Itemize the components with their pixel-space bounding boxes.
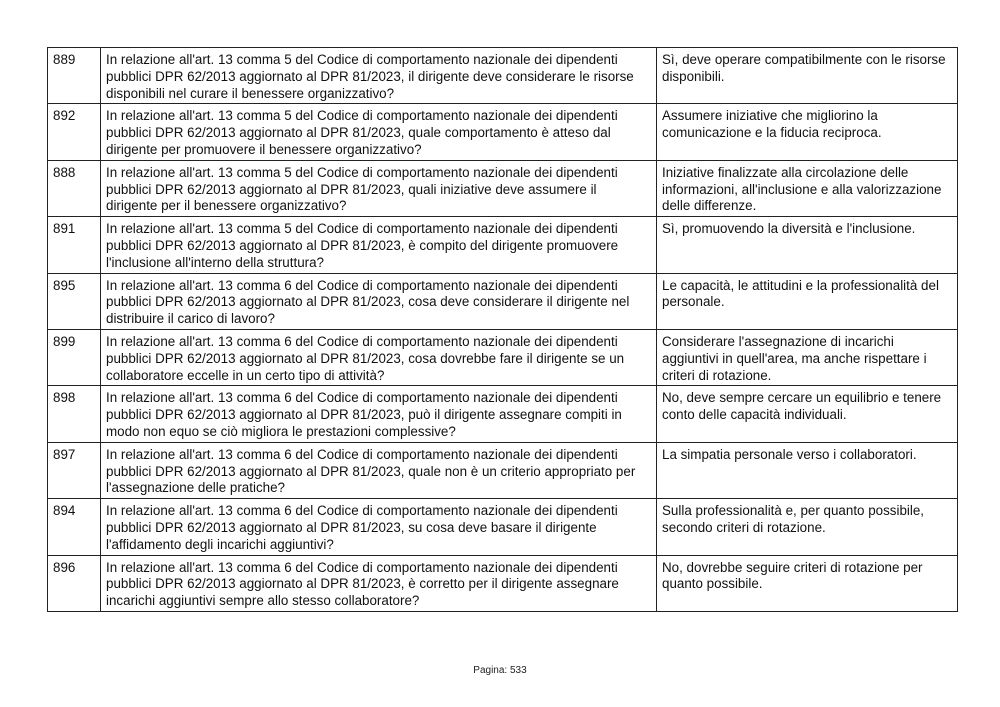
question-text: In relazione all'art. 13 comma 5 del Codice di comportamento nazionale dei dipendenti pubblici DPR 62/2013 aggiornato al DPR 81/2023, è compito del dirigente promuovere l'inclusione all'interno della struttura? [101,217,657,273]
question-id: 895 [48,273,101,329]
table-row [48,104,958,160]
question-id: 898 [48,386,101,442]
question-id: 894 [48,499,101,555]
answer-text: Iniziative finalizzate alla circolazione delle informazioni, all'inclusione e alla valorizzazione delle differenze. [657,160,958,216]
table-row [48,329,958,385]
table-row [48,386,958,442]
answer-text: Sulla professionalità e, per quanto possibile, secondo criteri di rotazione. [657,499,958,555]
question-id: 892 [48,104,101,160]
question-text: In relazione all'art. 13 comma 5 del Codice di comportamento nazionale dei dipendenti pubblici DPR 62/2013 aggiornato al DPR 81/2023, quali iniziative deve assumere il dirigente per il benessere organizzativo? [101,160,657,216]
question-text: In relazione all'art. 13 comma 5 del Codice di comportamento nazionale dei dipendenti pubblici DPR 62/2013 aggiornato al DPR 81/2023, quale comportamento è atteso dal dirigente per promuovere il benessere organizzativo? [101,104,657,160]
question-id: 899 [48,329,101,385]
question-id: 888 [48,160,101,216]
table-row [48,48,958,104]
question-text: In relazione all'art. 13 comma 6 del Codice di comportamento nazionale dei dipendenti pubblici DPR 62/2013 aggiornato al DPR 81/2023, su cosa deve basare il dirigente l'affidamento degli incarichi aggiuntivi? [101,499,657,555]
answer-text: Le capacità, le attitudini e la professionalità del personale. [657,273,958,329]
qa-table [47,47,958,612]
question-text: In relazione all'art. 13 comma 6 del Codice di comportamento nazionale dei dipendenti pubblici DPR 62/2013 aggiornato al DPR 81/2023, cosa dovrebbe fare il dirigente se un collaboratore eccelle in un certo tipo di attività? [101,329,657,385]
answer-text: No, dovrebbe seguire criteri di rotazione per quanto possibile. [657,555,958,611]
table-row [48,442,958,498]
question-id: 891 [48,217,101,273]
question-id: 896 [48,555,101,611]
table-row [48,499,958,555]
answer-text: Assumere iniziative che migliorino la comunicazione e la fiducia reciproca. [657,104,958,160]
table-row [48,217,958,273]
answer-text: No, deve sempre cercare un equilibrio e tenere conto delle capacità individuali. [657,386,958,442]
answer-text: Considerare l'assegnazione di incarichi aggiuntivi in quell'area, ma anche rispettare i criteri di rotazione. [657,329,958,385]
table-row [48,273,958,329]
answer-text: Sì, promuovendo la diversità e l'inclusione. [657,217,958,273]
question-text: In relazione all'art. 13 comma 6 del Codice di comportamento nazionale dei dipendenti pubblici DPR 62/2013 aggiornato al DPR 81/2023, può il dirigente assegnare compiti in modo non equo se ciò migliora le prestazioni complessive? [101,386,657,442]
question-text: In relazione all'art. 13 comma 6 del Codice di comportamento nazionale dei dipendenti pubblici DPR 62/2013 aggiornato al DPR 81/2023, quale non è un criterio appropriato per l'assegnazione delle pratiche? [101,442,657,498]
question-text: In relazione all'art. 13 comma 6 del Codice di comportamento nazionale dei dipendenti pubblici DPR 62/2013 aggiornato al DPR 81/2023, cosa deve considerare il dirigente nel distribuire il carico di lavoro? [101,273,657,329]
question-text: In relazione all'art. 13 comma 5 del Codice di comportamento nazionale dei dipendenti pubblici DPR 62/2013 aggiornato al DPR 81/2023, il dirigente deve considerare le risorse disponibili nel curare il benessere organizzativo? [101,48,657,104]
question-id: 889 [48,48,101,104]
question-id: 897 [48,442,101,498]
answer-text: Sì, deve operare compatibilmente con le risorse disponibili. [657,48,958,104]
answer-text: La simpatia personale verso i collaboratori. [657,442,958,498]
qa-table-body [48,48,958,612]
table-row [48,555,958,611]
table-row [48,160,958,216]
question-text: In relazione all'art. 13 comma 6 del Codice di comportamento nazionale dei dipendenti pubblici DPR 62/2013 aggiornato al DPR 81/2023, è corretto per il dirigente assegnare incarichi aggiuntivi sempre allo stesso collaboratore? [101,555,657,611]
page-number: Pagina: 533 [473,665,527,676]
